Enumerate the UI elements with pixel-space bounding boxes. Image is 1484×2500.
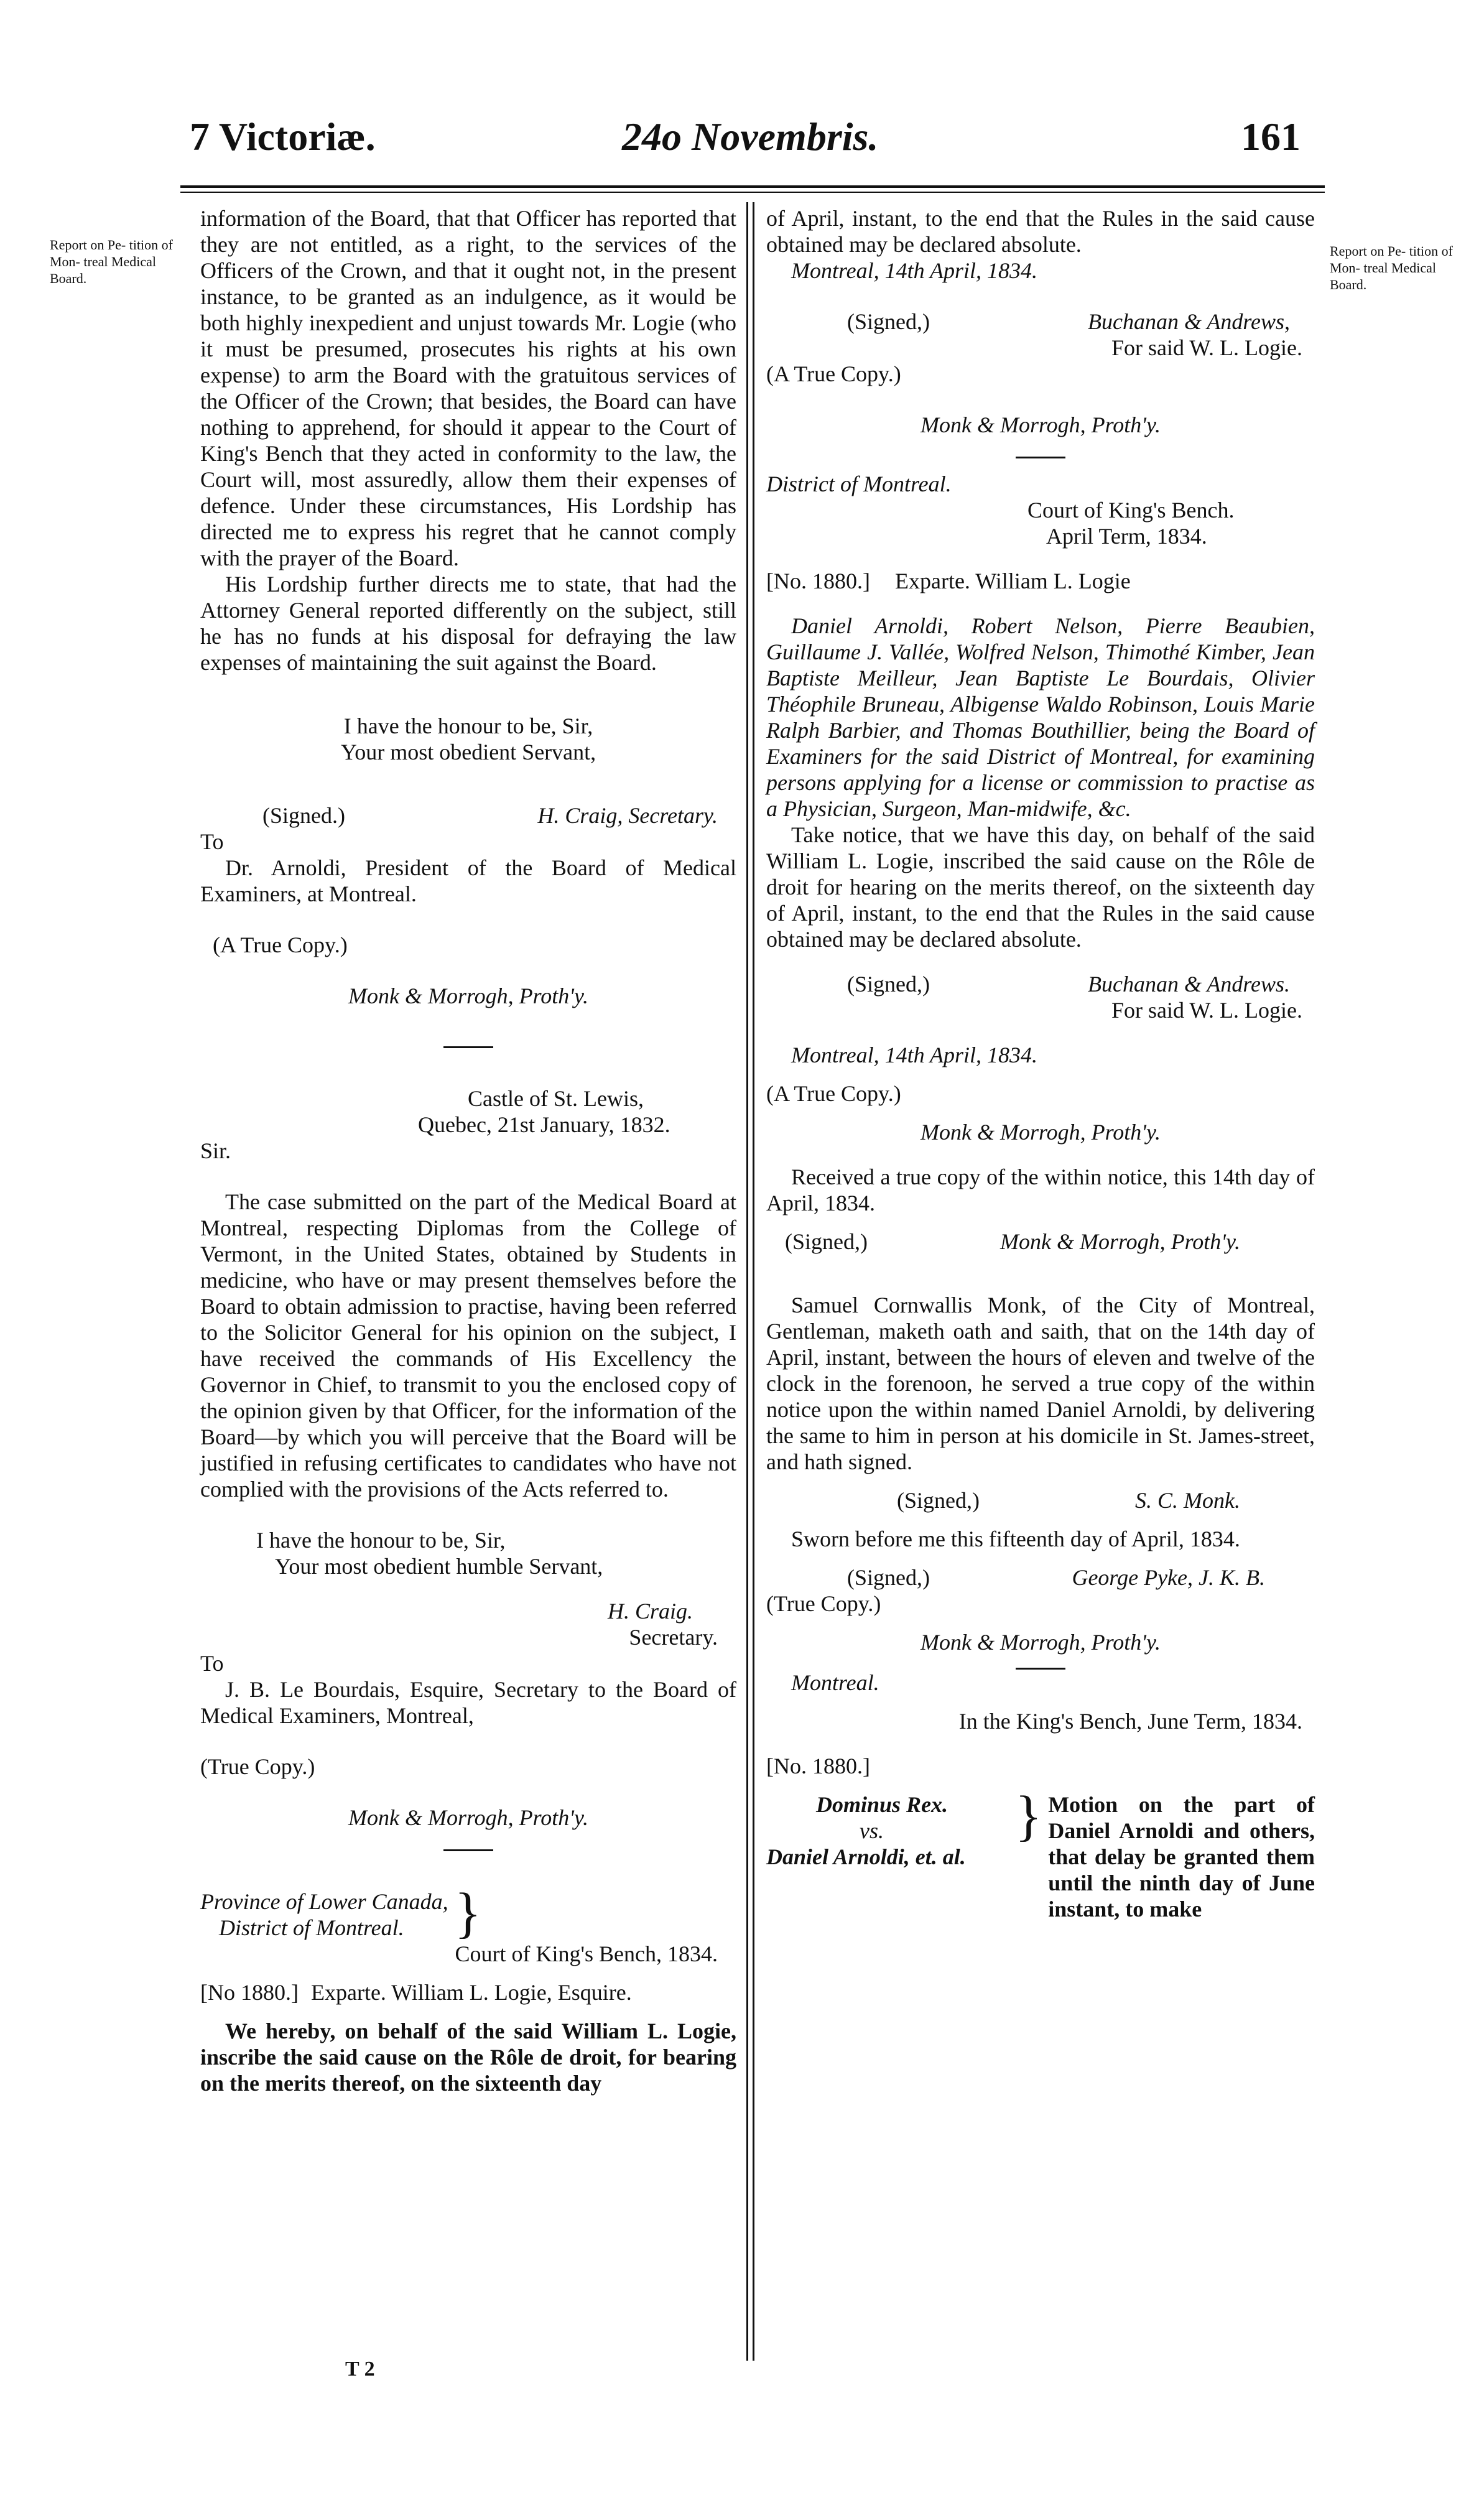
true-copy: (A True Copy.): [213, 932, 348, 957]
signed-label: (Signed,): [847, 972, 930, 997]
court-heading: Court of King's Bench, 1834.: [455, 1941, 718, 1966]
case-number: [No 1880.]: [200, 1980, 299, 2005]
case-number: [No. 1880.]: [766, 1754, 870, 1778]
column-divider: [746, 202, 748, 2361]
exparte-line: Exparte. William L. Logie: [894, 569, 1131, 593]
to-label: To: [200, 1651, 224, 1676]
signature: George Pyke, J. K. B.: [1072, 1565, 1265, 1590]
dateline: Castle of St. Lewis,: [468, 1086, 644, 1111]
to-label: To: [200, 829, 224, 854]
paragraph: His Lordship further directs me to state, that had the Attorney General reported differently on the subject, still he has no funds at his disposal for defraying the law expenses of maintaining the suit against the Board.: [200, 572, 736, 675]
signature-for: For said W. L. Logie.: [1111, 335, 1302, 360]
signed-label: (Signed,): [785, 1229, 868, 1254]
closing-line: I have the honour to be, Sir,: [343, 713, 593, 738]
dateline: Montreal, 14th April, 1834.: [791, 258, 1037, 283]
dateline: Quebec, 21st January, 1832.: [418, 1112, 670, 1137]
column-divider: [753, 202, 754, 2361]
header-rule: [180, 185, 1325, 188]
sworn-line: Sworn before me this fifteenth day of April, 1834.: [791, 1526, 1240, 1551]
header-center: 24o Novembris.: [622, 114, 879, 159]
page-number: 161: [1241, 114, 1301, 159]
prothonotary: Monk & Morrogh, Proth'y.: [348, 983, 588, 1008]
salutation: Sir.: [200, 1138, 231, 1163]
paragraph: We hereby, on behalf of the said William L. Logie, inscribe the said cause on the Rôle de droit, for bearing on the merits thereof, on the sixteenth day: [200, 2019, 736, 2096]
addressee: J. B. Le Bourdais, Esquire, Secretary to the Board of Medical Examiners, Montreal,: [200, 1677, 736, 1728]
left-column: [200, 205, 736, 2096]
signature-mark: T 2: [345, 2358, 375, 2381]
province-line: Province of Lower Canada,: [200, 1889, 448, 1914]
brace-glyph: }: [1015, 1785, 1042, 1847]
exparte-line: Exparte. William L. Logie, Esquire.: [310, 1980, 632, 2005]
closing-line: Your most obedient humble Servant,: [275, 1554, 603, 1579]
court-term: April Term, 1834.: [1046, 524, 1207, 549]
margin-note-right: Report on Pe- tition of Mon- treal Medical Board.: [1330, 243, 1453, 292]
signed-label: (Signed,): [847, 309, 930, 334]
party-line: Daniel Arnoldi, et. al.: [766, 1844, 966, 1869]
signed-label: (Signed,): [847, 1565, 930, 1590]
signature: S. C. Monk.: [1135, 1488, 1240, 1513]
true-copy: (True Copy.): [200, 1754, 315, 1779]
motion-text: Motion on the part of Daniel Arnoldi and others, that delay be granted them until the ninth day of June instant, to make: [1048, 1792, 1315, 1921]
paragraph: information of the Board, that that Officer has reported that they are not entitled, as a right, to the services of the Officers of the Crown, and that it ought not, in the present instance, to be granted as an indulgence, as it would be both highly inexpedient and unjust towards Mr. Logie (who it must be presumed, prosecutes his rights at his own expense) to arm the Board with the gratuitous services of the Officer of the Crown; that besides, the Board can have nothing to apprehend, for should it appear to the Court of King's Bench that they acted in conformity to the law, the Court will, most assuredly, allow them their expenses of defence. Under these circumstances, His Lordship has directed me to express his regret that he cannot comply with the prayer of the Board.: [200, 206, 736, 570]
true-copy: (A True Copy.): [766, 361, 901, 386]
paragraph: Samuel Cornwallis Monk, of the City of Montreal, Gentleman, maketh oath and saith, that on the 14th day of April, instant, between the hours of eleven and twelve of the clock in the forenoon, he served a true copy of the within notice upon the within named Daniel Arnoldi, by delivering the same to him in person at his domicile in St. James-street, and hath signed.: [766, 1293, 1315, 1474]
place-line: Montreal.: [791, 1670, 879, 1695]
paragraph: of April, instant, to the end that the Rules in the said cause obtained may be declared absolute.: [766, 206, 1315, 257]
prothonotary: Monk & Morrogh, Proth'y.: [921, 412, 1161, 437]
district-line: District of Montreal.: [766, 472, 952, 496]
margin-note-left: Report on Pe- tition of Mon- treal Medical Board.: [50, 237, 173, 286]
prothonotary: Monk & Morrogh, Proth'y.: [348, 1805, 588, 1830]
signature: H. Craig.: [607, 1599, 693, 1624]
signed-label: (Signed,): [897, 1488, 980, 1513]
province-block: [200, 1882, 736, 1944]
signature: Buchanan & Andrews,: [1088, 309, 1290, 334]
addressee: Dr. Arnoldi, President of the Board of Medical Examiners, at Montreal.: [200, 855, 736, 906]
header-left: 7 Victoriæ.: [190, 114, 376, 159]
prothonotary: Monk & Morrogh, Proth'y.: [921, 1120, 1161, 1145]
true-copy: (True Copy.): [766, 1591, 881, 1616]
paragraph: The case submitted on the part of the Medical Board at Montreal, respecting Diplomas from the College of Vermont, in the United States, obtained by Students in medicine, who have or may present themselves before the Board to obtain admission to practise, having been referred to the Solicitor General for his opinion on the subject, I have received the commands of His Excellency the Governor in Chief, to transmit to you the enclosed copy of the opinion given by that Officer, for the information of the Board—by which you will perceive that the Board will be justified in refusing certificates to candidates who have not complied with the provisions of the Acts referred to.: [200, 1189, 736, 1502]
paragraph: Received a true copy of the within notice, this 14th day of April, 1834.: [766, 1164, 1315, 1215]
motion-block: [766, 1785, 1315, 1922]
versus-line: vs.: [860, 1818, 884, 1843]
closing-line: I have the honour to be, Sir,: [256, 1528, 506, 1553]
right-column: [766, 205, 1315, 1922]
header-rule-thin: [180, 192, 1325, 193]
court-heading: Court of King's Bench.: [1027, 498, 1235, 523]
signature: H. Craig, Secretary.: [537, 803, 718, 828]
prothonotary: Monk & Morrogh, Proth'y.: [921, 1630, 1161, 1655]
paragraph: Take notice, that we have this day, on behalf of the said William L. Logie, inscribed the said cause on the Rôle de droit for hearing on the merits thereof, on the sixteenth day of April, instant, to the end that the Rules in the said cause obtained may be declared absolute.: [766, 822, 1315, 952]
brace-glyph: }: [454, 1882, 481, 1944]
case-number: [No. 1880.]: [766, 569, 870, 593]
court-heading: In the King's Bench, June Term, 1834.: [958, 1709, 1302, 1734]
closing-line: Your most obedient Servant,: [340, 740, 596, 764]
signature-title: Secretary.: [629, 1625, 718, 1650]
signature: Monk & Morrogh, Proth'y.: [1000, 1229, 1240, 1254]
signature-for: For said W. L. Logie.: [1111, 998, 1302, 1023]
paragraph: Daniel Arnoldi, Robert Nelson, Pierre Beaubien, Guillaume J. Vallée, Wolfred Nelson, Thimothé Kimber, Jean Baptiste Meilleur, Jean Baptiste Le Bourdais, Olivier Théophile Bruneau, Albigense Waldo Robinson, Louis Marie Ralph Barbier, and Thomas Bouthillier, being the Board of Examiners for the said District of Montreal, for examining persons applying for a license or commission to practise as a Physician, Surgeon, Man-midwife, &c.: [766, 613, 1315, 821]
signed-label: (Signed.): [262, 803, 345, 828]
district-line: District of Montreal.: [219, 1915, 404, 1940]
true-copy: (A True Copy.): [766, 1081, 901, 1106]
party-line: Dominus Rex.: [816, 1792, 948, 1817]
signature: Buchanan & Andrews.: [1088, 972, 1290, 997]
dateline: Montreal, 14th April, 1834.: [791, 1043, 1037, 1067]
